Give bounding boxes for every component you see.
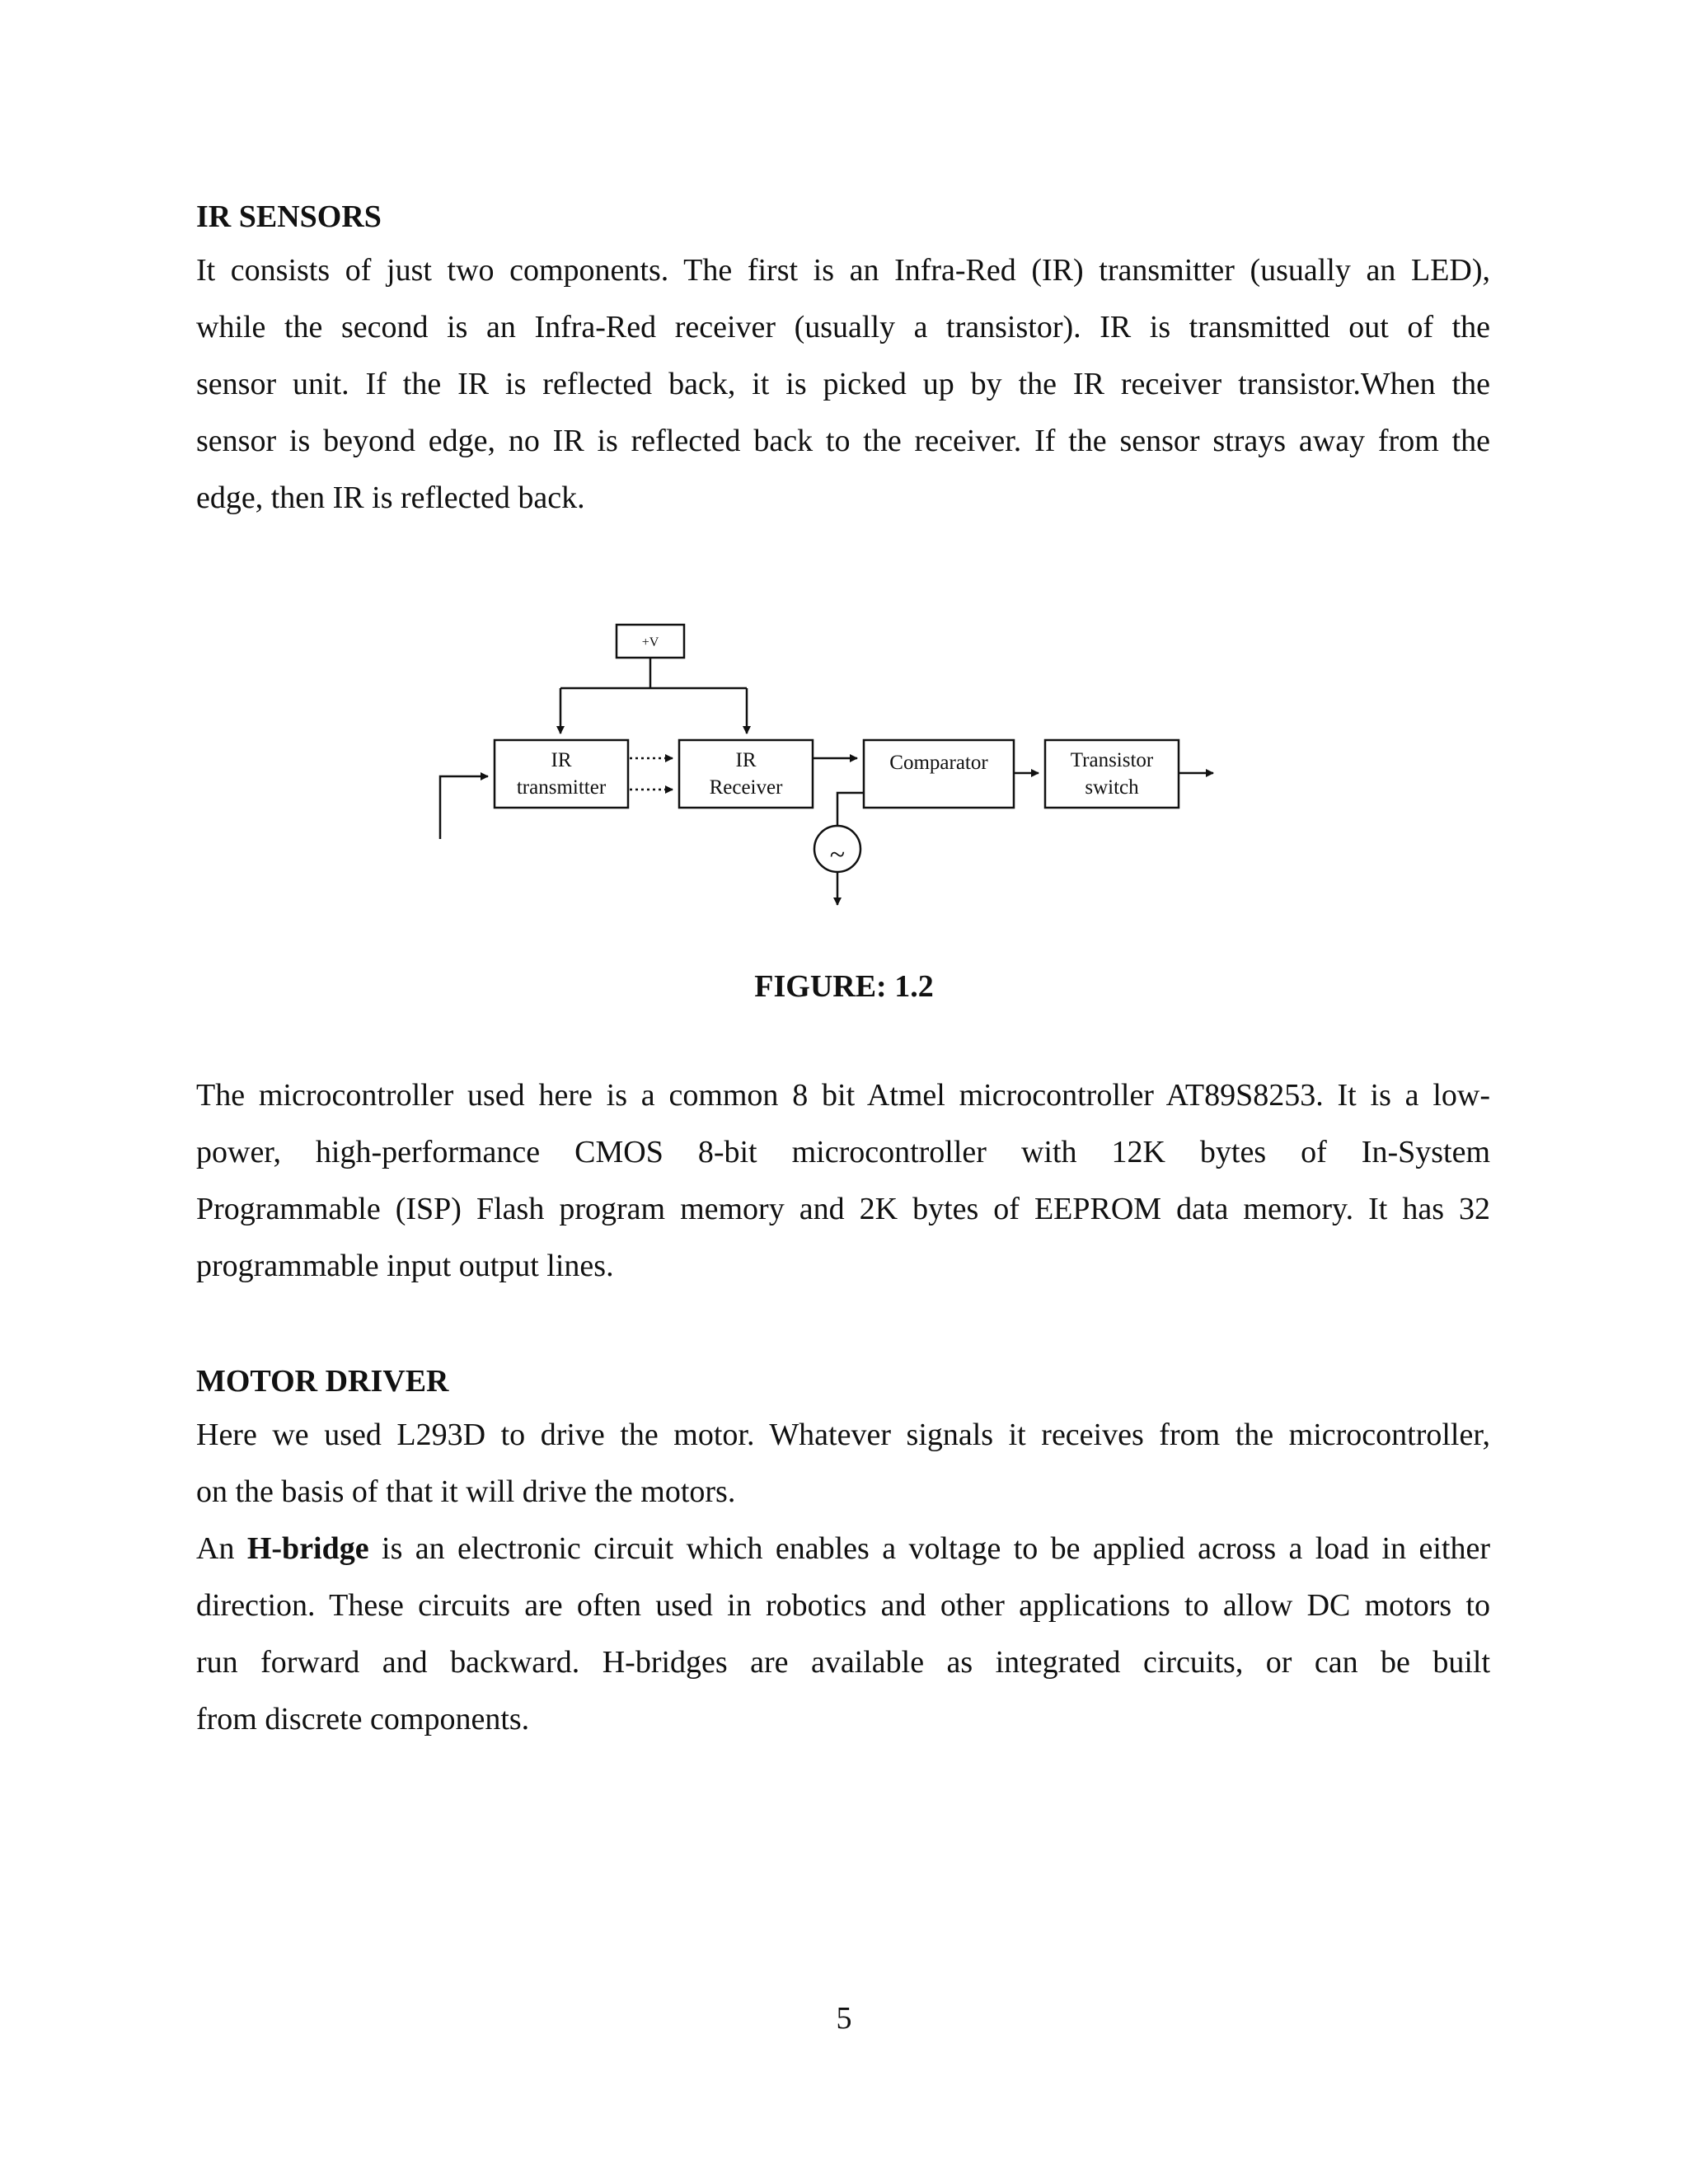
reference-source [814,826,860,905]
text-line: direction. These circuits are often used in robotics and other applications to allow DC motors to [196,1588,1490,1623]
comparator-block [864,740,1014,808]
text-line: while the second is an Infra-Red receiver (usually a transistor). IR is transmitted out of the [196,310,1490,344]
section-heading-ir-sensors: IR SENSORS [196,199,382,234]
text-line: from discrete components. [196,1702,530,1736]
transistor-switch-label-line2: switch [1085,776,1139,799]
ir-receiver-label-line1: IR [735,749,757,771]
ir-transmitter-block [495,740,628,808]
text-line: power, high-performance CMOS 8-bit microcontroller with 12K bytes of In-System [196,1135,1490,1169]
term-h-bridge: H-bridge [246,1531,369,1566]
text-line: programmable input output lines. [196,1249,614,1283]
text-line: sensor is beyond edge, no IR is reflected back to the receiver. If the sensor strays away from the [196,424,1490,458]
text-line: edge, then IR is reflected back. [196,480,585,515]
page-number: 5 [836,2001,852,2036]
ir-transmitter-label-line2: transmitter [516,776,607,799]
transistor-switch-block [1045,740,1179,808]
text-line: Programmable (ISP) Flash program memory and 2K bytes of EEPROM data memory. It has 32 [196,1192,1490,1226]
ir-transmitter-label-line1: IR [551,749,572,771]
text-span: An [196,1531,247,1566]
text-line: It consists of just two components. The first is an Infra-Red (IR) transmitter (usually an LED), [196,253,1490,288]
supply-block [617,625,684,658]
text-line [196,1521,1490,1577]
text-line: on the basis of that it will drive the motors. [196,1474,736,1509]
text-line: run forward and backward. H-bridges are available as integrated circuits, or can be built [196,1645,1490,1680]
supply-label: +V [641,635,659,649]
ir-sensor-block-diagram [0,0,1688,948]
figure-caption: FIGURE: 1.2 [754,969,934,1004]
text-line: sensor unit. If the IR is reflected back, it is picked up by the IR receiver transistor.When the [196,367,1490,401]
ac-source-icon: ~ [829,840,846,870]
paragraph-microcontroller [196,1067,1490,1295]
paragraph-motor-driver [196,1407,1490,1521]
supply-lines [560,658,747,733]
paragraph-h-bridge [196,1521,1490,1748]
text-line: Here we used L293D to drive the motor. Whatever signals it receives from the microcontroller, [196,1418,1490,1452]
section-heading-motor-driver: MOTOR DRIVER [196,1364,449,1399]
comparator-label: Comparator [889,752,988,774]
transistor-switch-label-line1: Transistor [1070,749,1154,771]
ir-beam-links [630,758,673,790]
text-line: The microcontroller used here is a common 8 bit Atmel microcontroller AT89S8253. It is a low- [196,1078,1490,1113]
text-span: is an electronic circuit which enables a voltage to be applied across a load in either [368,1531,1491,1566]
ir-receiver-block [679,740,813,808]
ir-receiver-label-line2: Receiver [709,776,783,799]
